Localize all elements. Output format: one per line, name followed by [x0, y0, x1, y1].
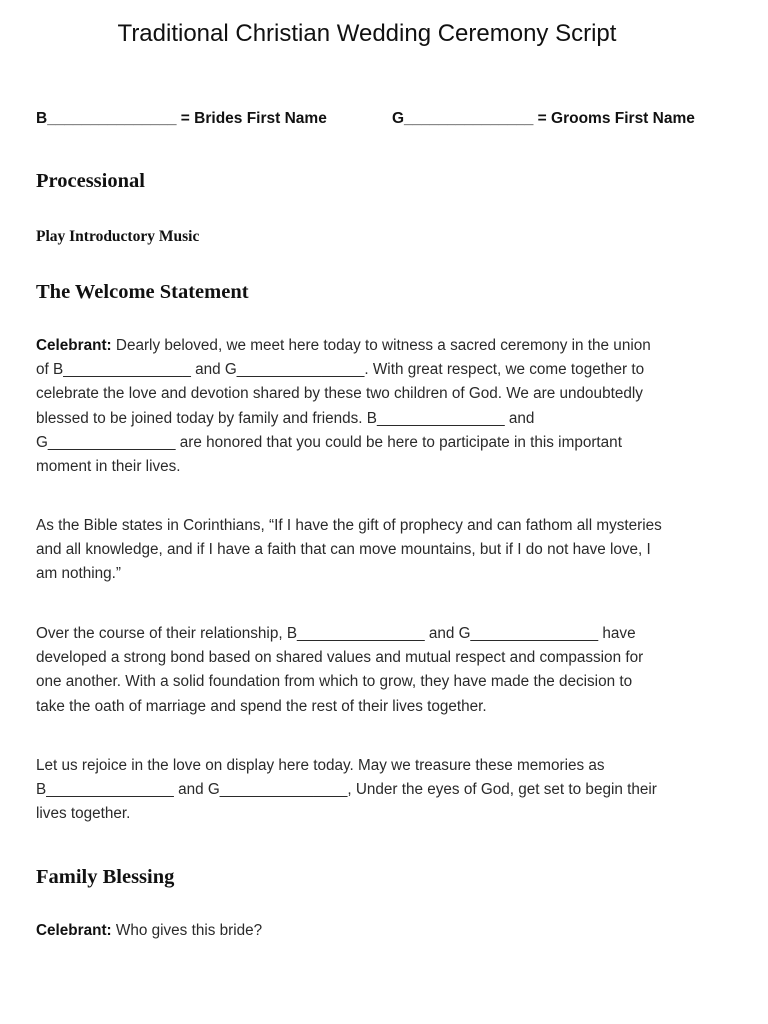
groom-name-key: G_______________ = Grooms First Name — [392, 110, 695, 127]
document-title: Traditional Christian Wedding Ceremony Script — [117, 20, 617, 47]
welcome-p1-line-6: moment in their lives. — [36, 458, 181, 476]
welcome-p1-line-4: blessed to be joined today by family and friends. B_______________ and — [36, 409, 535, 427]
family-blessing-text: Who gives this bride? — [115, 922, 263, 939]
welcome-p2-line-3: am nothing.” — [36, 565, 122, 583]
welcome-paragraph-2 — [36, 514, 736, 587]
welcome-p3-line-1: Over the course of their relationship, B_______________ and G_______________ have — [36, 625, 636, 642]
welcome-p4-line-2: B_______________ and G_______________, Under the eyes of God, get set to begin their — [36, 781, 657, 799]
name-placeholder-legend — [36, 108, 736, 130]
welcome-p2-line-1: As the Bible states in Corinthians, “If I have the gift of prophecy and can fathom all mysteries — [36, 517, 662, 534]
family-blessing-heading: Family Blessing — [36, 866, 175, 888]
welcome-p1-line-1 — [36, 334, 736, 358]
family-blessing-line — [36, 919, 736, 943]
welcome-p3-line-4: take the oath of marriage and spend the rest of their lives together. — [36, 697, 487, 715]
welcome-p1-line-2: of B_______________ and G_______________. With great respect, we come together to — [36, 361, 645, 379]
celebrant-label: Celebrant: — [36, 337, 112, 354]
welcome-heading: The Welcome Statement — [36, 281, 249, 303]
welcome-p3-line-2: developed a strong bond based on shared values and mutual respect and compassion for — [36, 649, 644, 667]
celebrant-label: Celebrant: — [36, 922, 112, 939]
welcome-p3-line-3: one another. With a solid foundation from which to grow, they have made the decision to — [36, 673, 633, 691]
welcome-paragraph-3 — [36, 622, 736, 719]
processional-heading: Processional — [36, 170, 145, 192]
bride-name-key: B_______________ = Brides First Name — [36, 110, 327, 127]
welcome-paragraph-1 — [36, 334, 736, 479]
welcome-p4-line-3: lives together. — [36, 805, 131, 823]
processional-instruction: Play Introductory Music — [36, 228, 200, 245]
welcome-p1-line-5: G_______________ are honored that you could be here to participate in this important — [36, 433, 622, 451]
family-blessing-paragraph — [36, 919, 736, 943]
welcome-p2-line-2: and all knowledge, and if I have a faith that can move mountains, but if I do not have love, I — [36, 541, 651, 559]
welcome-p1-line-1-text: Dearly beloved, we meet here today to witness a sacred ceremony in the union — [115, 337, 651, 354]
welcome-paragraph-4 — [36, 754, 736, 827]
welcome-p4-line-1: Let us rejoice in the love on display here today. May we treasure these memories as — [36, 757, 605, 774]
welcome-p1-line-3: celebrate the love and devotion shared by these two children of God. We are undoubtedly — [36, 385, 643, 403]
